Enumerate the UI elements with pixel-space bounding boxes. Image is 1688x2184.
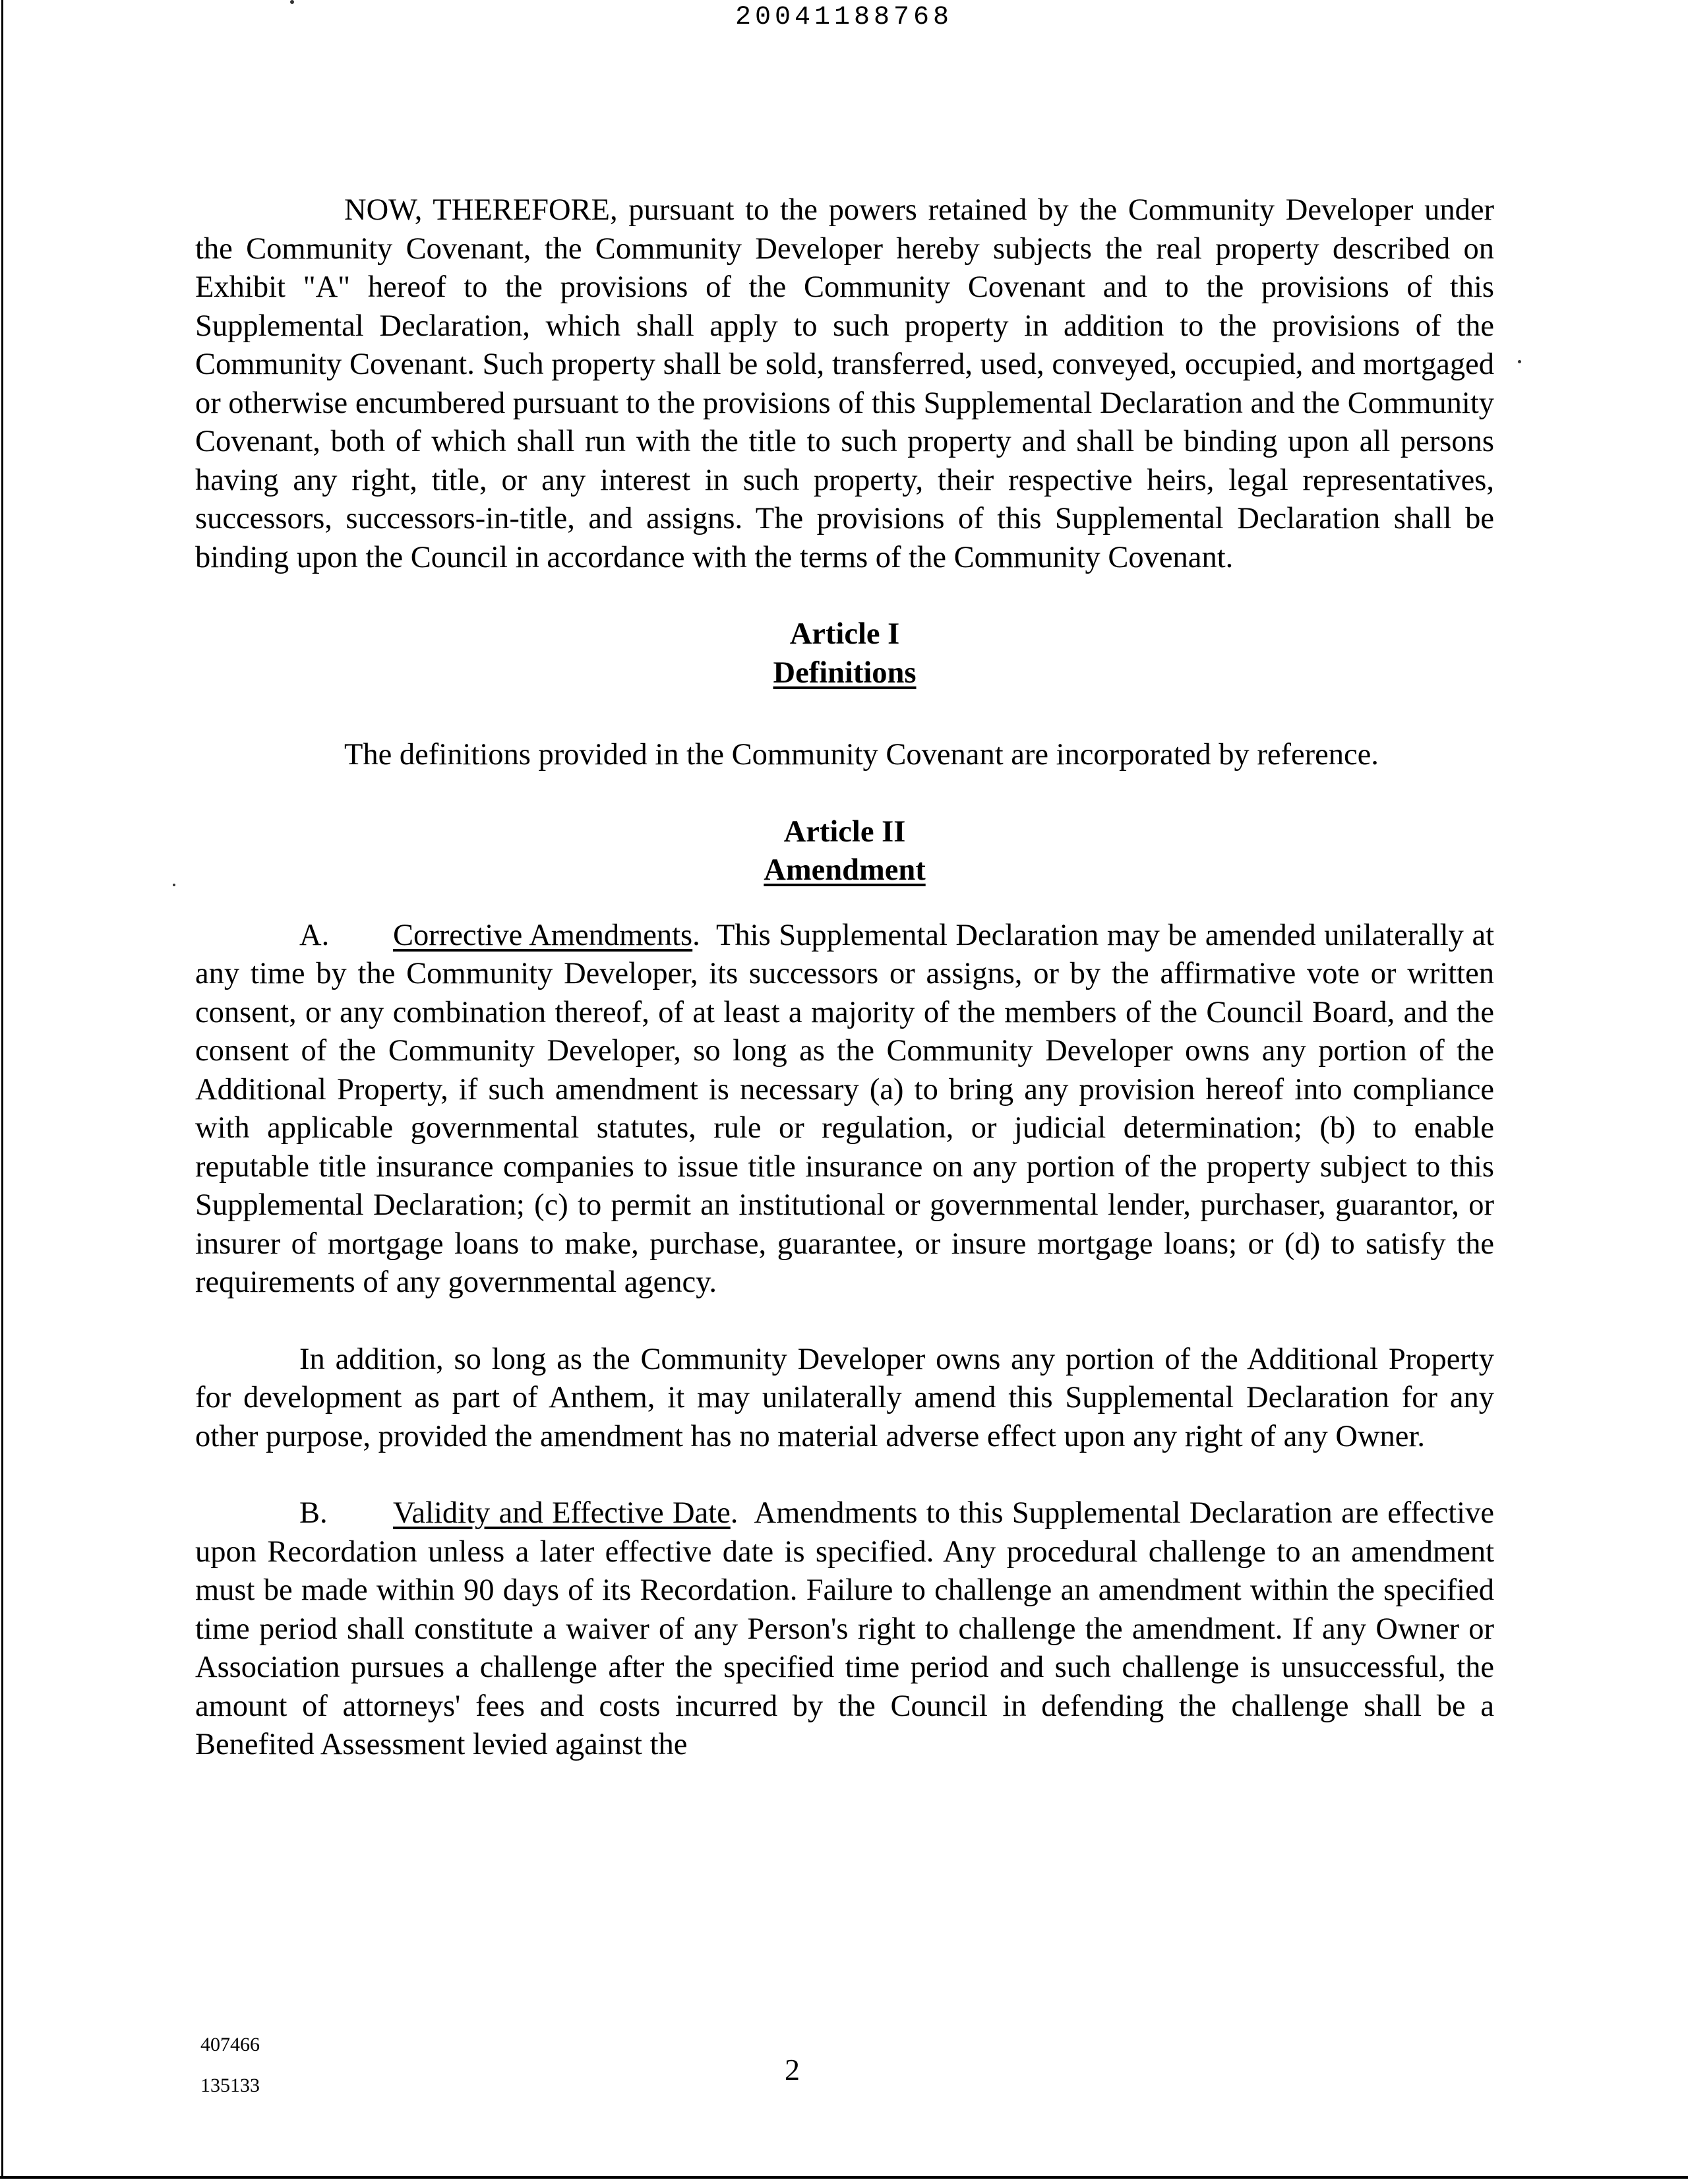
footer-id-1: 407466 [200, 2034, 260, 2055]
page-number: 2 [785, 2053, 800, 2086]
document-number: 20041188768 [735, 3, 953, 32]
scan-speck [173, 884, 175, 886]
addition-paragraph: In addition, so long as the Community Developer owns any portion of the Additional Property for development as part of Anthem, it may unilaterally amend this Supplemental Declaration for any other purpose, provided the amendment has no material adverse effect upon any right of any Owner. [195, 1342, 1494, 1453]
section-a-text: This Supplemental Declaration may be amended unilaterally at any time by the Community Developer, its successors or assigns, or by the affirmative vote or written consent, or any combination thereof, of at least a majority of the members of the Council Board, and the consent of the Community Developer, so long as the Community Developer owns any portion of the Additional Property, if such amendment is necessary (a) to bring any provision hereof into compliance with applicable governmental statutes, rule or regulation, or judicial determination; (b) to enable reputable title insurance companies to issue title insurance on any portion of the property subject to this Supplemental Declaration; (c) to permit an institutional or governmental lender, purchaser, guarantor, or insurer of mortgage loans to make, purchase, guarantee, or insure mortgage loans; or (d) to satisfy the requirements of any governmental agency. [195, 918, 1495, 1299]
scan-speck [1518, 360, 1521, 363]
section-b-paragraph: B. Validity and Effective Date. Amendments to this Supplemental Declaration are effective upon Recordation unless a later effective date is specified. Any procedural challenge to an amendment must be made within 90 days of its Recordation. Failure to challenge an amendment within the specified time period shall constitute a waiver of any Person's right to challenge the amendment. If any Owner or Association pursues a challenge after the specified time period and such challenge is unsuccessful, the amount of attorneys' fees and costs incurred by the Council in defending the challenge shall be a Benefited Assessment levied against the [195, 1494, 1494, 1765]
section-b-text: Amendments to this Supplemental Declaration are effective upon Recordation unless a later effective date is specified. Any procedural challenge to an amendment must be made within 90 days of its Recordation. Failure to challenge an amendment within the specified time period shall constitute a waiver of any Person's right to challenge the amendment. If any Owner or Association pursues a challenge after the specified time period and such challenge is unsuccessful, the amount of attorneys' fees and costs incurred by the Council in defending the challenge shall be a Benefited Assessment levied against the [195, 1496, 1494, 1761]
section-a-letter: A. [299, 918, 330, 952]
article-1-heading [195, 615, 1494, 692]
article-1-number: Article I [789, 617, 900, 651]
section-a-heading: Corrective Amendments [393, 918, 693, 952]
section-b-heading: Validity and Effective Date [393, 1496, 731, 1530]
scan-bottom-border [0, 2176, 1688, 2179]
section-b-letter: B. [299, 1496, 328, 1530]
article-2-heading [195, 813, 1494, 890]
footer-document-ids [200, 2024, 260, 2106]
footer-id-2: 135133 [200, 2075, 260, 2096]
article-1-title: Definitions [773, 655, 917, 690]
section-a-paragraph: A. Corrective Amendments. This Supplemental Declaration may be amended unilaterally at any time by the Community Developer, its successors or assigns, or by the affirmative vote or written consent, or any combination thereof, of at least a majority of the members of the Council Board, and the consent of the Community Developer, so long as the Community Developer owns any portion of the Additional Property, if such amendment is necessary (a) to bring any provision hereof into compliance with applicable governmental statutes, rule or regulation, or judicial determination; (b) to enable reputable title insurance companies to issue title insurance on any portion of the property subject to this Supplemental Declaration; (c) to permit an institutional or governmental lender, purchaser, guarantor, or insurer of mortgage loans to make, purchase, guarantee, or insure mortgage loans; or (d) to satisfy the requirements of any governmental agency. [195, 917, 1494, 1302]
article-2-number: Article II [783, 814, 906, 849]
article-2-title: Amendment [764, 853, 926, 887]
document-body [195, 191, 1494, 1765]
intro-paragraph: NOW, THEREFORE, pursuant to the powers retained by the Community Developer under the Community Covenant, the Community Developer hereby subjects the real property described on Exhibit "A" hereof to the provisions of the Community Covenant and to the provisions of this Supplemental Declaration, which shall apply to such property in addition to the provisions of the Community Covenant. Such property shall be sold, transferred, used, conveyed, occupied, and mortgaged or otherwise encumbered pursuant to the provisions of this Supplemental Declaration and the Community Covenant, both of which shall run with the title to such property and shall be binding upon all persons having any right, title, or any interest in such property, their respective heirs, legal representatives, successors, successors-in-title, and assigns. The provisions of this Supplemental Declaration shall be binding upon the Council in accordance with the terms of the Community Covenant. [195, 193, 1494, 574]
scan-left-border [1, 0, 3, 2176]
article-1-text: The definitions provided in the Community Covenant are incorporated by reference. [344, 738, 1379, 772]
